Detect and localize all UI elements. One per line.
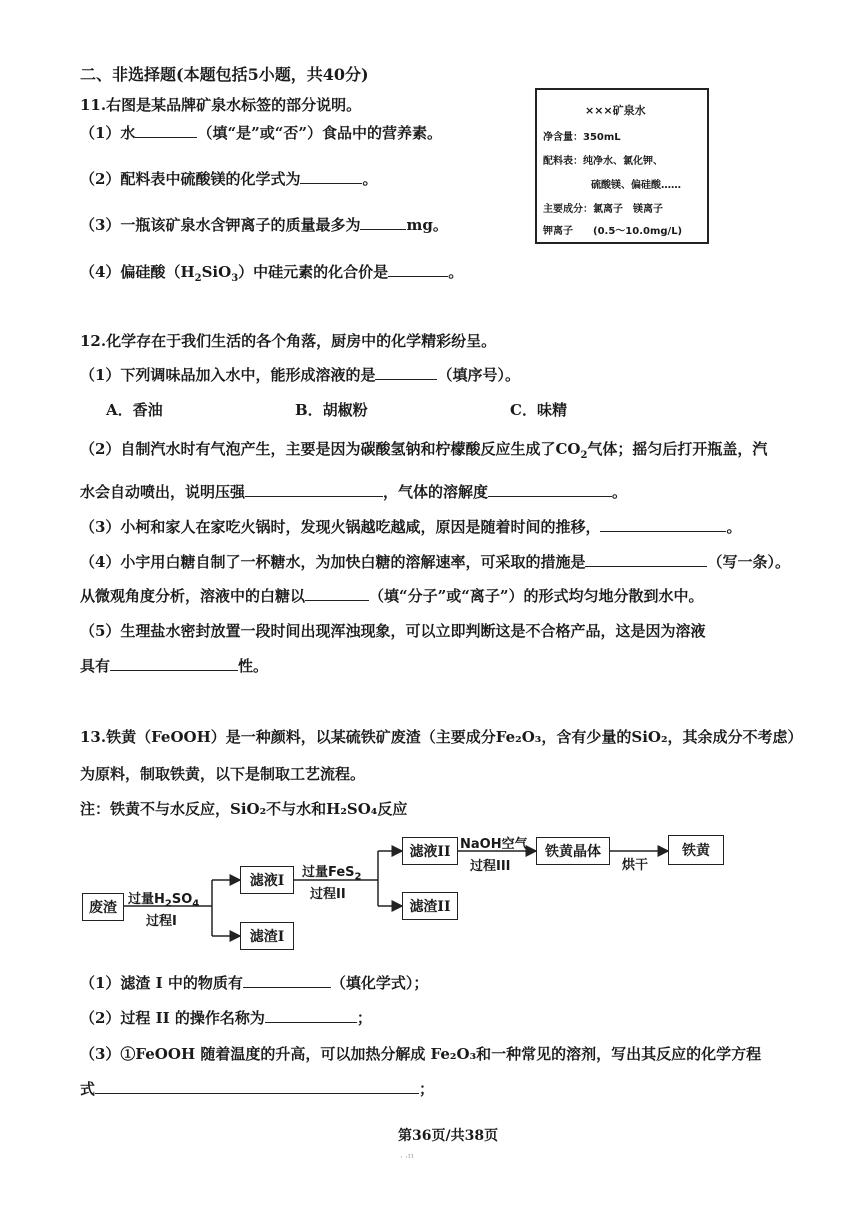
flow-reagent-2: [302, 861, 362, 883]
flow-process-3: 过程III: [470, 859, 511, 874]
q11-part4-text-c: 。: [448, 263, 464, 281]
subscript: 4: [192, 898, 200, 910]
q12-part1-text-b: （填序号）。: [437, 366, 520, 384]
reagent-text: SO: [171, 892, 193, 907]
answer-blank[interactable]: [95, 1079, 419, 1094]
q12-part4-line2-b: （填“分子”或“离子”）的形式均匀地分散到水中。: [369, 587, 704, 605]
q13-stem-line2: 为原料，制取铁黄，以下是制取工艺流程。: [80, 765, 366, 783]
q12-part2-text-b: 气体；摇匀后打开瓶盖，汽: [587, 440, 768, 458]
q12-option-c: C．味精: [510, 401, 567, 419]
q12-stem: 12.化学存在于我们生活的各个角落，厨房中的化学精彩纷呈。: [80, 332, 497, 350]
q12-part2-line2-b: ，气体的溶解度: [383, 483, 489, 501]
q13-part2-text-a: （2）过程 II 的操作名称为: [80, 1009, 265, 1027]
q12-part2-text-a: （2）自制汽水时有气泡产生，主要是因为碳酸氢钠和柠檬酸反应生成了CO: [80, 440, 581, 458]
q11-part2-text-b: 。: [362, 170, 378, 188]
q11-part3-text-b: mg。: [406, 216, 448, 234]
flow-reagent-3: NaOH空气: [460, 837, 528, 852]
flow-dry: 烘干: [622, 858, 649, 873]
q13-part2-text-b: ；: [356, 1009, 372, 1027]
q13-part1-text-b: （填化学式）；: [330, 974, 429, 992]
q13-part3-line2-b: ；: [419, 1080, 435, 1098]
reagent-text: 过量H: [128, 892, 165, 907]
q12-part5-line1: （5）生理盐水密封放置一段时间出现浑浊现象，可以立即判断这是不合格产品，这是因为溶液: [80, 622, 706, 640]
subscript: 2: [194, 273, 202, 284]
flow-box-waste: 废渣: [82, 893, 124, 921]
q12-part3-text-b: 。: [726, 518, 742, 536]
flow-reagent-1: [128, 888, 199, 910]
label-main-1: 主要成分：氯离子 镁离子: [543, 204, 663, 215]
q13-part1-text-a: （1）滤渣 I 中的物质有: [80, 974, 243, 992]
q12-option-a: A．香油: [106, 401, 163, 419]
label-ingredients-2: 硫酸镁、偏硅酸……: [591, 180, 681, 191]
flow-box-filtrate-2: 滤液II: [402, 837, 458, 865]
flow-box-filtrate-1: 滤液I: [240, 866, 294, 894]
section-header: 二、非选择题(本题包括5小题，共40分): [80, 65, 369, 84]
flow-process-2: 过程II: [310, 887, 346, 902]
q12-part4-text-a: （4）小宇用白糖自制了一杯糖水，为加快白糖的溶解速率，可采取的措施是: [80, 553, 586, 571]
q13-note: 注：铁黄不与水反应，SiO₂不与水和H₂SO₄反应: [80, 800, 408, 818]
q11-part4-text-mid: SiO: [201, 263, 232, 281]
label-volume: 净含量：350mL: [543, 132, 621, 143]
q13-part3-line2: [80, 1078, 434, 1099]
subscript: 2: [580, 450, 588, 461]
q12-part2-line2-a: 水会自动喷出，说明压强: [80, 483, 246, 501]
q11-part2-text-a: （2）配料表中硫酸镁的化学式为: [80, 170, 301, 188]
q12-option-b: B．胡椒粉: [295, 401, 368, 419]
q12-part5-line2-b: 性。: [238, 657, 269, 675]
subscript: 3: [231, 273, 239, 284]
label-main-2: 钾离子 (0.5～10.0mg/L): [543, 226, 683, 237]
subscript: 2: [354, 871, 362, 883]
answer-blank[interactable]: [265, 1008, 357, 1023]
q11-part4-text-b: ）中硅元素的化合价是: [238, 263, 389, 281]
answer-blank[interactable]: [243, 973, 331, 988]
q12-part2-line2-c: 。: [612, 483, 628, 501]
label-title: ×××矿泉水: [585, 104, 646, 117]
q13-part1: [80, 972, 428, 993]
reagent-text: 过量FeS: [302, 865, 355, 880]
q11-stem: 11.右图是某品牌矿泉水标签的部分说明。: [80, 96, 362, 114]
q11-part4-text-a: （4）偏硅酸（H: [80, 263, 195, 281]
q13-part3-line2-a: 式: [80, 1080, 96, 1098]
q12-part3-text-a: （3）小柯和家人在家吃火锅时，发现火锅越吃越咸，原因是随着时间的推移，: [80, 518, 601, 536]
q12-part1-text-a: （1）下列调味品加入水中，能形成溶液的是: [80, 366, 376, 384]
flow-box-crystal: 铁黄晶体: [536, 837, 610, 865]
flow-box-product: 铁黄: [668, 835, 724, 865]
subscript: 2: [164, 898, 172, 910]
q11-part1-text-a: （1）水: [80, 124, 136, 142]
q13-part2: [80, 1007, 372, 1028]
label-ingredients-1: 配料表：纯净水、氯化钾、: [543, 156, 663, 167]
scan-mark: · ·¹¹: [400, 1153, 415, 1162]
q11-part3-text-a: （3）一瓶该矿泉水含钾离子的质量最多为: [80, 216, 361, 234]
flow-box-residue-2: 滤渣II: [402, 892, 458, 920]
flow-box-residue-1: 滤渣I: [240, 922, 294, 950]
q13-stem-line1: 13.铁黄（FeOOH）是一种颜料，以某硫铁矿废渣（主要成分Fe₂O₃，含有少量的SiO₂，其余成分不考虑）: [80, 728, 803, 746]
flow-process-1: 过程I: [146, 914, 177, 929]
q11-part1-text-b: （填“是”或“否”）食品中的营养素。: [197, 124, 442, 142]
q13-part3-line1: （3）①FeOOH 随着温度的升高，可以加热分解成 Fe₂O₃和一种常见的溶剂，写出其反应的化学方程: [80, 1045, 762, 1063]
q12-part4-text-b: （写一条）。: [707, 553, 790, 571]
q12-part4-line2-a: 从微观角度分析，溶液中的白糖以: [80, 587, 306, 605]
q12-part5-line2-a: 具有: [80, 657, 111, 675]
page-number: 第36页/共38页: [398, 1128, 499, 1144]
